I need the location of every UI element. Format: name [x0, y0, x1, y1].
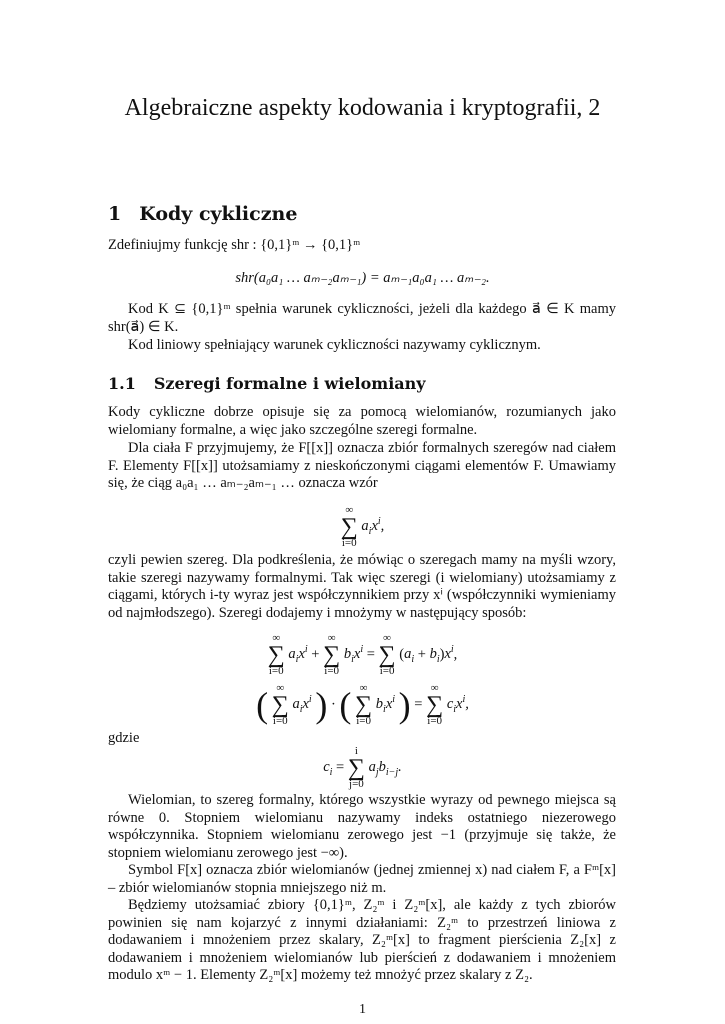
sum-upper-limit: ∞: [345, 504, 354, 516]
paragraph-cyclic-code: Kod liniowy spełniający warunek cykliczności nazywamy cyklicznym.: [128, 337, 541, 353]
equation-shr: shr(a₀a₁ … aₘ₋₂aₘ₋₁) = aₘ₋₁a₀a₁ … aₘ₋₂.: [235, 270, 490, 286]
paragraph-formal-series: Dla ciała F przyjmujemy, że F[[x]] oznacza zbiór formalnych szeregów nad ciałem F. Elementy F[[x]] utożsamiamy z nieskończonymi ciągami elementów F. Umawiamy się, że ciąg a₀a₁ … aₘ₋₂aₘ₋₁ … oznacza wzór: [108, 440, 616, 492]
equation-addition: ∞ ∑ i=0 $a_ix^i$ + ∞ ∑ i=0 $b_ix^i$ = ∞ ∑ i=0 $(a_i + b_i)x^i$,: [267, 632, 458, 677]
paragraph-where: gdzie: [108, 730, 140, 746]
paragraph-shr-def: Zdefiniujmy funkcję shr : {0,1}ᵐ → {0,1}ᵐ: [108, 237, 361, 253]
sum-symbol: ∑: [340, 514, 358, 540]
paragraph-polynomial-symbol: Symbol F[x] oznacza zbiór wielomianów (jednej zmiennej x) nad ciałem F, a Fᵐ[x] – zbiór wielomianów stopnia mniejszego niż m.: [108, 862, 616, 896]
section-number: 1: [108, 203, 122, 225]
subsection-number: 1.1: [108, 374, 136, 393]
paragraph-identification: Będziemy utożsamiać zbiory {0,1}ᵐ, Z₂ᵐ i Z₂ᵐ[x], ale każdy z tych zbiorów powinien się nam kojarzyć z innymi działaniami: Z₂ᵐ to przestrzeń liniowa z dodawaniem i mnożeniem przez skalary, Z₂ᵐ[x] to fragment pierścienia Z₂[x] z dodawaniem i mnożeniem wielomianów lub pierścień z dodawaniem i mnożeniem modulo xᵐ − 1. Elementy Z₂ᵐ[x] możemy też mnożyć przez skalary z Z₂.: [108, 897, 616, 984]
equation-multiplication: ( ∞ ∑ i=0 $a_ix^i$ ) · ( ∞ ∑ i=0 $b_ix^i$ ) = ∞ ∑ i=0 $c_ix^i$,: [256, 682, 469, 727]
subsection-heading: [108, 374, 426, 393]
section-heading: [108, 203, 297, 225]
page-number: 1: [359, 1002, 366, 1017]
paragraph-polynomial-def: Wielomian, to szereg formalny, którego wszystkie wyrazy od pewnego miejsca są równe 0. Stopniem wielomianu nazywamy indeks ostatniego niezerowego współczynnika. Stopniem wielomianu zerowego jest −1 (przyjmuje się także, że stopniem wielomianu zerowego jest −∞).: [108, 792, 616, 861]
document-title: Algebraiczne aspekty kodowania i kryptografii, 2: [124, 95, 601, 121]
section-title: Kody cykliczne: [139, 203, 298, 225]
equation-series: ∞ ∑ i=0 $a_ix^i$,: [340, 504, 385, 549]
paragraph-formal-explanation: czyli pewien szereg. Dla podkreślenia, że mówiąc o szeregach mamy na myśli wzory, takie szeregi nazywamy formalnymi. Tak więc szeregi (i wielomiany) utożsamiamy z ciągami, których i-ty wyraz jest współczynnikiem przy xⁱ (współczynniki wymieniamy od najmłodszego). Szeregi dodajemy i mnożymy w następujący sposób:: [108, 552, 616, 621]
paragraph-cyclic-condition: Kod K ⊆ {0,1}ᵐ spełnia warunek cykliczności, jeżeli dla każdego a⃗ ∈ K mamy shr(a⃗) ∈ K.: [108, 301, 616, 335]
sum-lower-limit: i=0: [341, 537, 357, 549]
subsection-title: Szeregi formalne i wielomiany: [153, 374, 426, 393]
sum-lower-limit-j: j=0: [349, 778, 364, 790]
paragraph-polynomials-intro: Kody cykliczne dobrze opisuje się za pomocą wielomianów, rozumianych jako wielomiany formalne, a więc jako szczególne szeregi formalne.: [108, 404, 616, 438]
sum-upper-limit-i: i: [354, 745, 358, 757]
equation-coefficient: $c_i$ = i ∑ j=0 $a_jb_{i-j}$.: [323, 745, 402, 790]
